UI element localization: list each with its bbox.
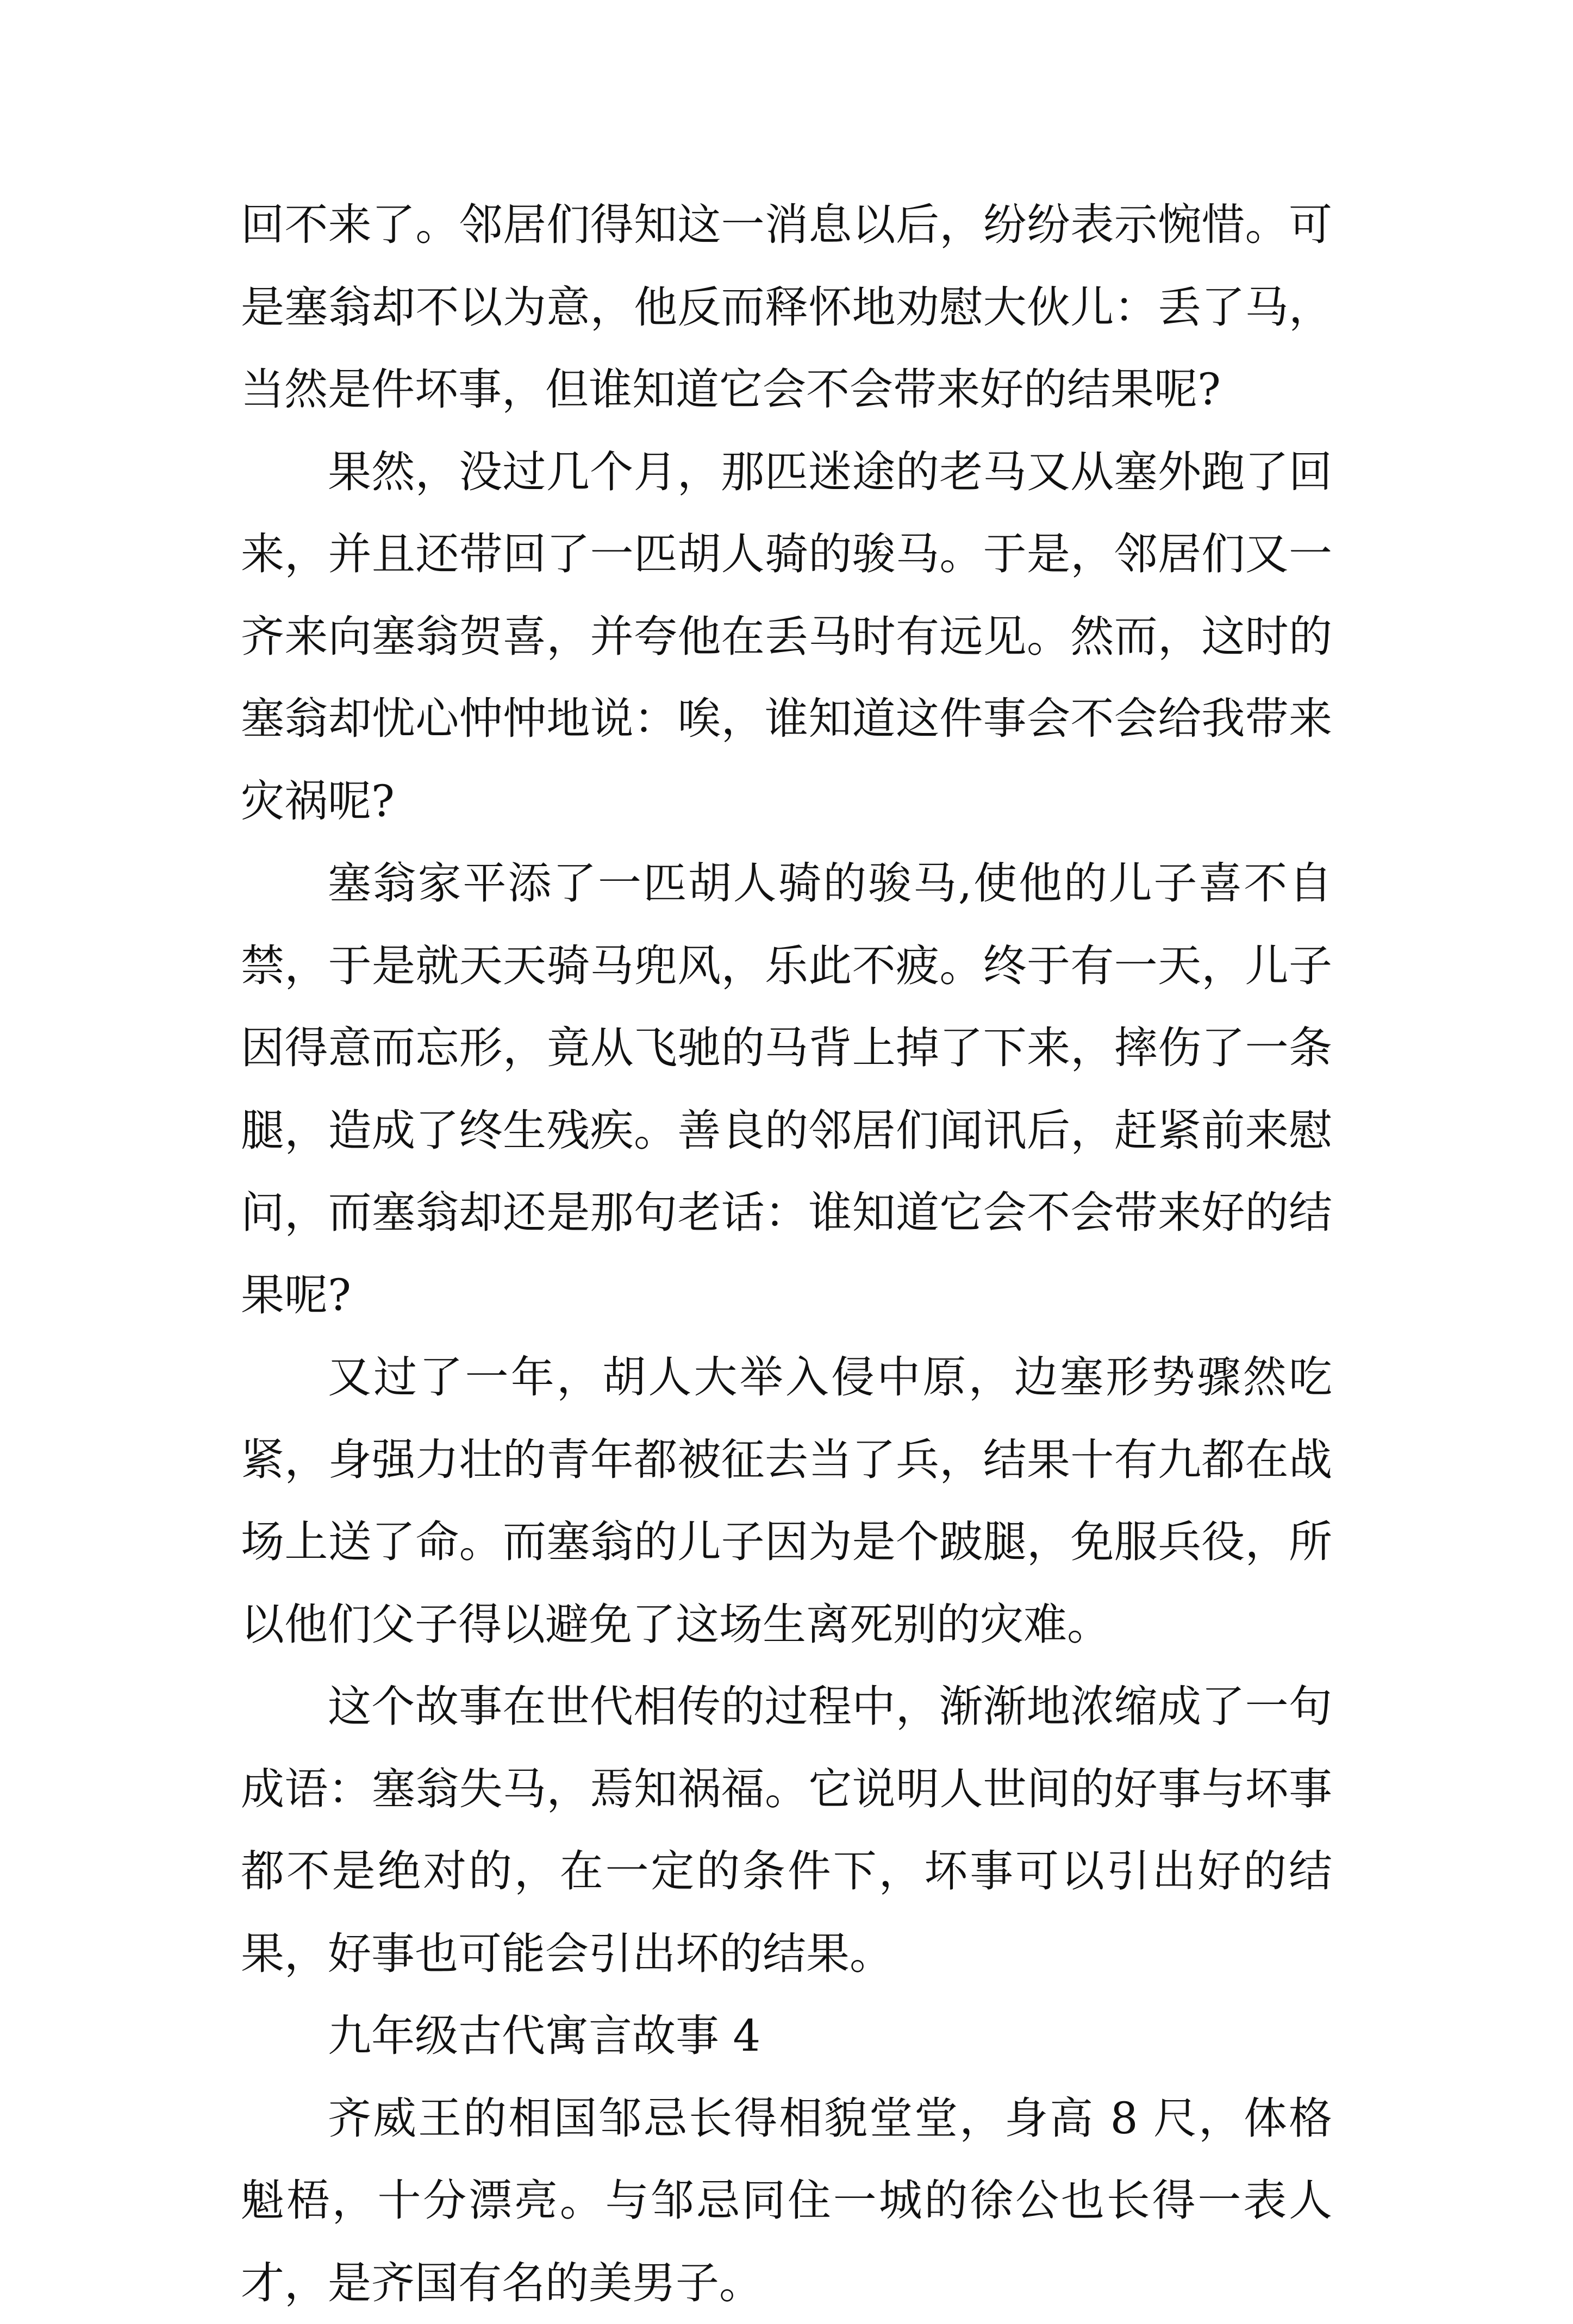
paragraph-4: 又过了一年，胡人大举入侵中原，边塞形势骤然吃紧，身强力壮的青年都被征去当了兵，结果十有九都在战场上送了命。而塞翁的儿子因为是个跛腿，免服兵役，所以他们父子得以避免了这场生离死别的灾难。 <box>241 1336 1332 1665</box>
paragraph-3: 塞翁家平添了一匹胡人骑的骏马,使他的儿子喜不自禁，于是就天天骑马兜风，乐此不疲。终于有一天，儿子因得意而忘形，竟从飞驰的马背上掉了下来，摔伤了一条腿，造成了终生残疾。善良的邻居们闻讯后，赶紧前来慰问，而塞翁却还是那句老话：谁知道它会不会带来好的结果呢? <box>241 842 1332 1336</box>
section-heading: 九年级古代寓言故事 4 <box>241 1995 1332 2077</box>
paragraph-5: 这个故事在世代相传的过程中，渐渐地浓缩成了一句成语：塞翁失马，焉知祸福。它说明人世间的好事与坏事都不是绝对的，在一定的条件下，坏事可以引出好的结果，好事也可能会引出坏的结果。 <box>241 1665 1332 1995</box>
paragraph-6: 齐威王的相国邹忌长得相貌堂堂，身高 8 尺，体格魁梧，十分漂亮。与邹忌同住一城的徐公也长得一表人才，是齐国有名的美男子。 <box>241 2077 1332 2324</box>
document-body <box>241 184 1332 2324</box>
paragraph-1: 回不来了。邻居们得知这一消息以后，纷纷表示惋惜。可是塞翁却不以为意，他反而释怀地劝慰大伙儿：丢了马，当然是件坏事，但谁知道它会不会带来好的结果呢? <box>241 184 1332 431</box>
paragraph-2: 果然，没过几个月，那匹迷途的老马又从塞外跑了回来，并且还带回了一匹胡人骑的骏马。于是，邻居们又一齐来向塞翁贺喜，并夸他在丢马时有远见。然而，这时的塞翁却忧心忡忡地说：唉，谁知道这件事会不会给我带来灾祸呢? <box>241 431 1332 843</box>
